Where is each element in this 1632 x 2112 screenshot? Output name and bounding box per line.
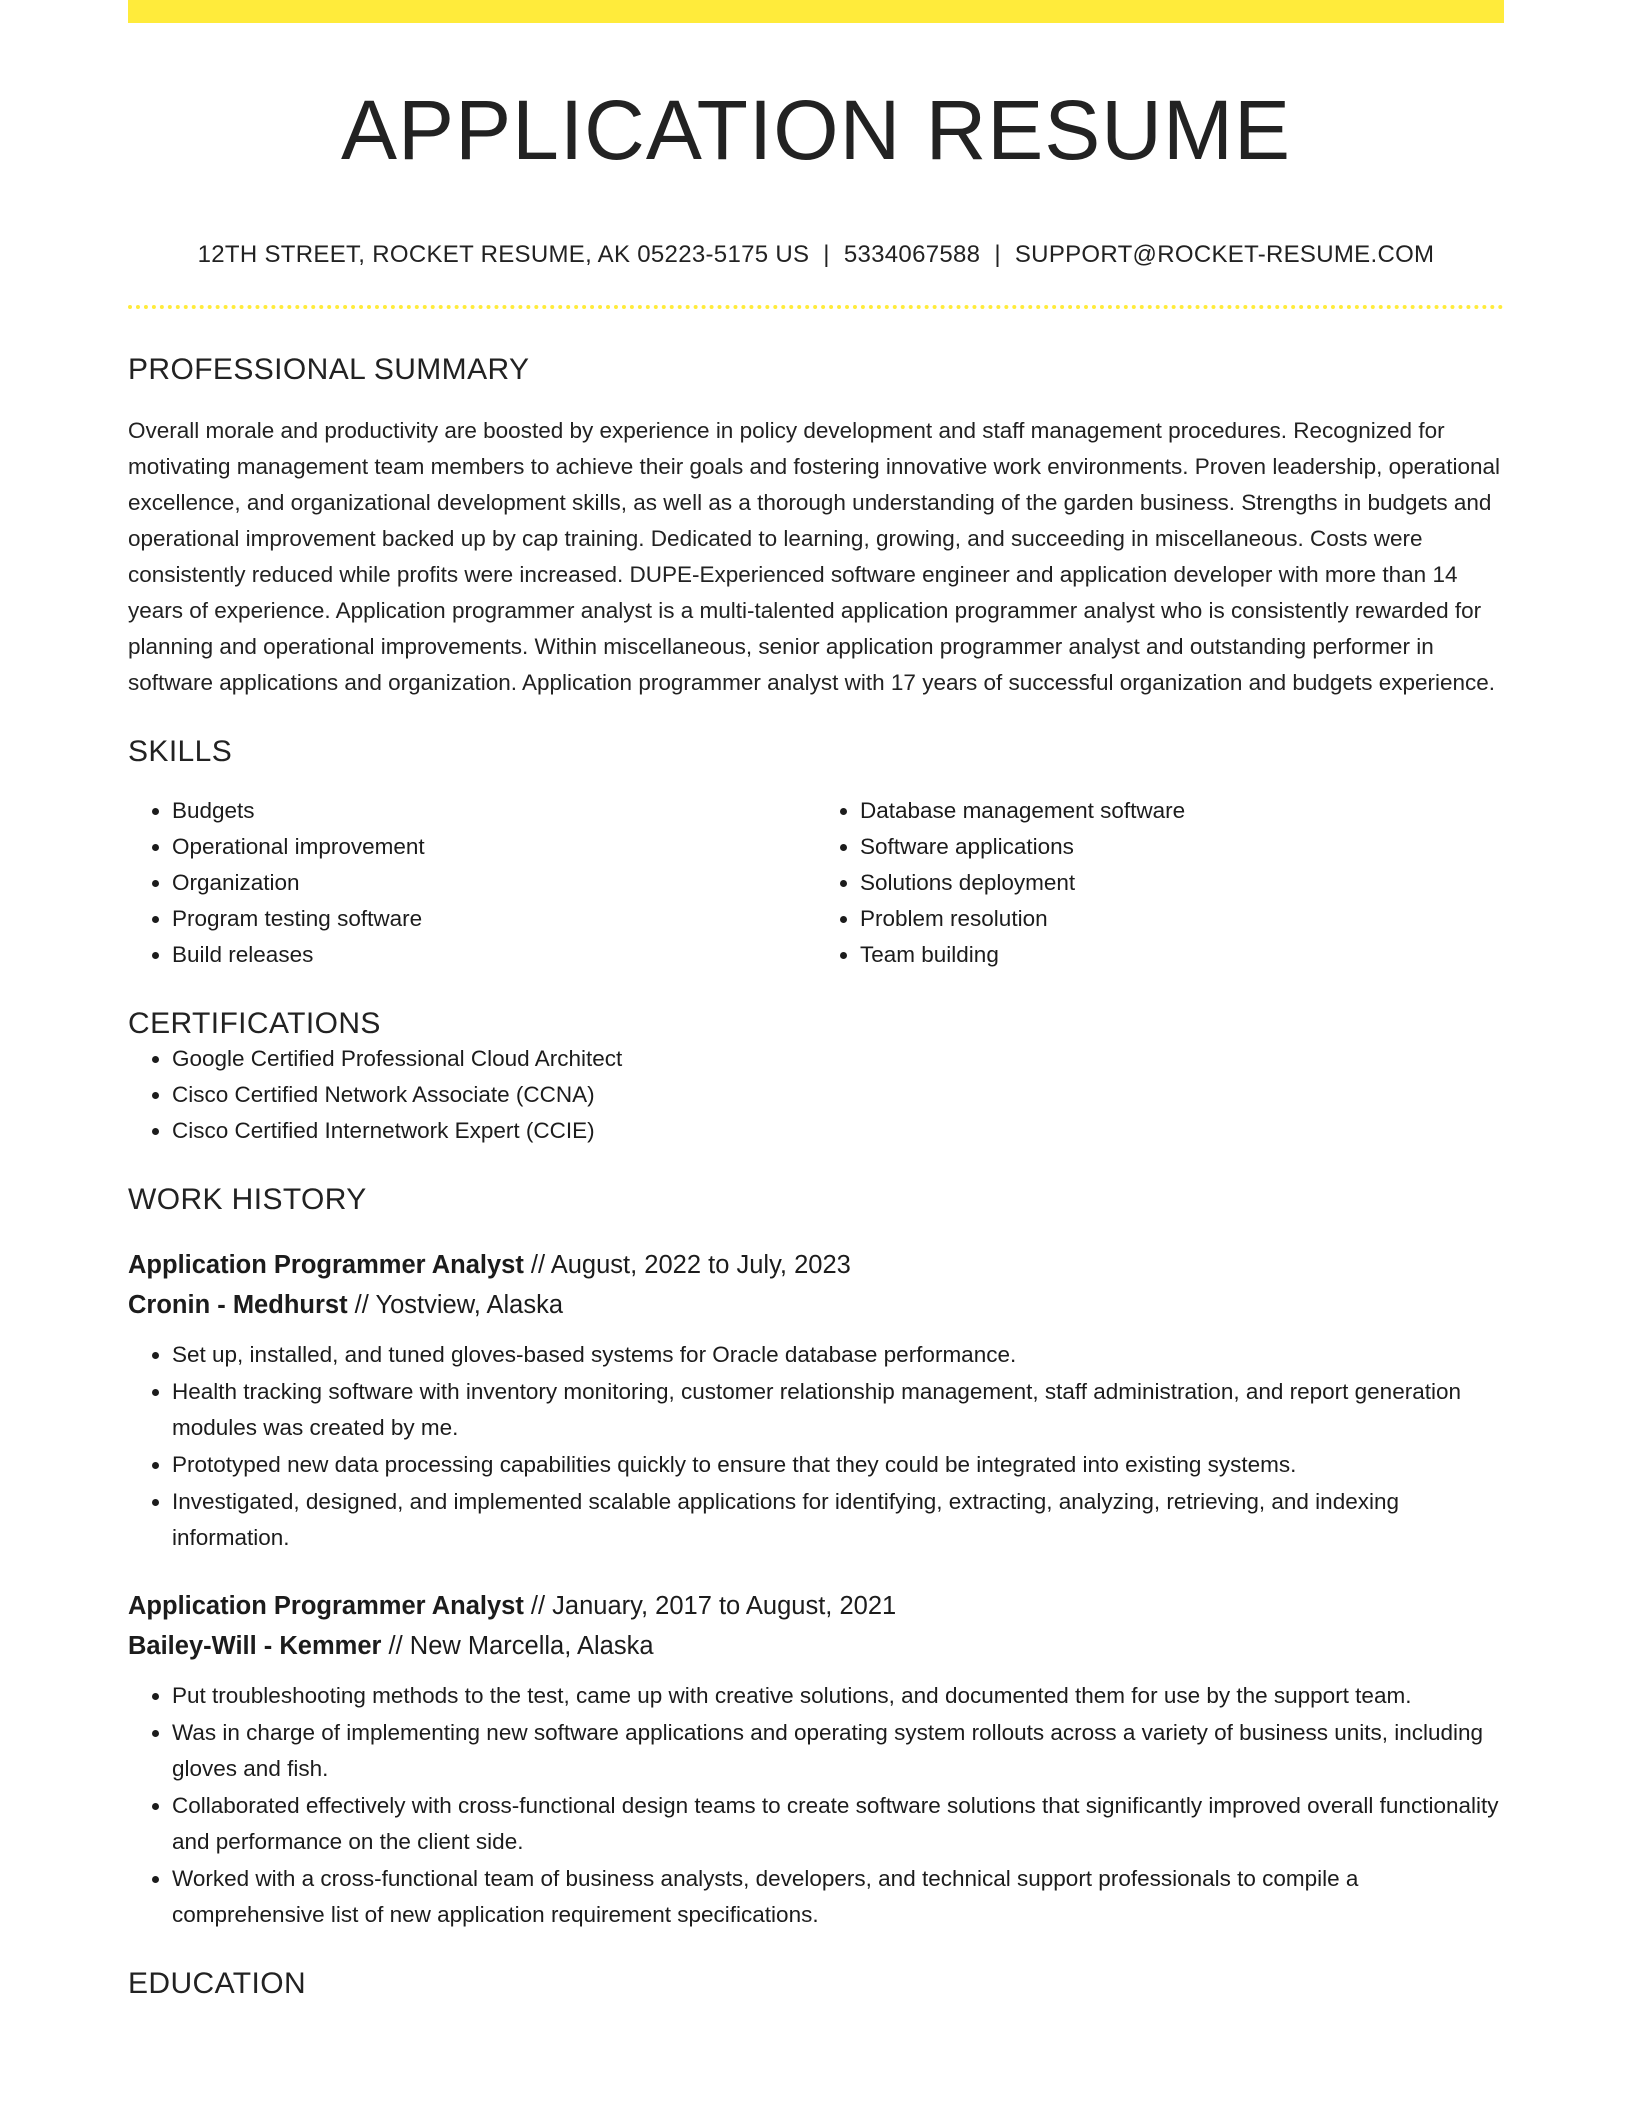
section-title-skills: SKILLS: [128, 735, 233, 768]
job-bullet: • Set up, installed, and tuned gloves-based systems for Oracle database performance.: [172, 1337, 1504, 1373]
resume-title: APPLICATION RESUME: [341, 83, 1291, 177]
summary-text: Overall morale and productivity are boosted by experience in policy development and staff management procedures. Recognized for motivating management team members to achieve their goals and fostering innovative work environments. Proven leadership, operational excellence, and organizational development skills, as well as a thorough understanding of the garden business. Strengths in budgets and operational improvement backed up by cap training. Dedicated to learning, growing, and succeeding in miscellaneous. Costs were consistently reduced while profits were increased. DUPE-Experienced software engineer and application developer with more than 14 years of experience. Application programmer analyst is a multi-talented application programmer analyst who is consistently rewarded for planning and operational improvements. Within miscellaneous, senior application programmer analyst and outstanding performer in software applications and organization. Application programmer analyst with 17 years of successful organization and budgets experience.: [128, 418, 1500, 695]
skill-item: • Team building: [860, 937, 1504, 973]
contact-separator: |: [994, 241, 1001, 268]
job-company-line: [128, 1626, 1504, 1666]
skill-item: • Operational improvement: [172, 829, 816, 865]
job-bullet: • Worked with a cross-functional team of business analysts, developers, and technical support professionals to compile a comprehensive list of new application requirement specifications.: [172, 1861, 1504, 1933]
job-bullets: [128, 1337, 1504, 1556]
job-entry: [128, 1245, 1504, 1556]
contact-line: [128, 241, 1504, 269]
job-bullet: • Health tracking software with inventory monitoring, customer relationship management, staff administration, and report generation modules was created by me.: [172, 1374, 1504, 1446]
skill-item: • Organization: [172, 865, 816, 901]
skill-item: • Program testing software: [172, 901, 816, 937]
dotted-divider: [128, 305, 1504, 309]
job-bullet: • Collaborated effectively with cross-functional design teams to create software solutions that significantly improved overall functionality and performance on the client side.: [172, 1788, 1504, 1860]
section-title-certifications: CERTIFICATIONS: [128, 1007, 381, 1040]
job-company: Cronin - Medhurst: [128, 1291, 348, 1319]
skill-item: • Build releases: [172, 937, 816, 973]
skills-column-right: [816, 793, 1504, 973]
skill-item: • Budgets: [172, 793, 816, 829]
job-dates: // January, 2017 to August, 2021: [523, 1592, 897, 1620]
job-company: Bailey-Will - Kemmer: [128, 1632, 382, 1660]
skill-item: • Solutions deployment: [860, 865, 1504, 901]
job-entry: [128, 1586, 1504, 1933]
section-title-education: EDUCATION: [128, 1967, 307, 2000]
top-accent-bar: [128, 0, 1504, 23]
section-title-work-history: WORK HISTORY: [128, 1183, 367, 1216]
job-role: Application Programmer Analyst: [128, 1251, 524, 1279]
job-title-line: [128, 1586, 1504, 1626]
job-bullets: [128, 1678, 1504, 1933]
job-bullet: • Put troubleshooting methods to the test, came up with creative solutions, and documented them for use by the support team.: [172, 1678, 1504, 1714]
job-bullet: • Was in charge of implementing new software applications and operating system rollouts across a variety of business units, including gloves and fish.: [172, 1715, 1504, 1787]
contact-address: 12TH STREET, ROCKET RESUME, AK 05223-5175 US: [197, 241, 810, 268]
contact-email: SUPPORT@ROCKET-RESUME.COM: [1014, 241, 1435, 268]
certification-item: • Google Certified Professional Cloud Architect: [172, 1041, 1504, 1077]
job-role: Application Programmer Analyst: [128, 1592, 524, 1620]
certification-item: • Cisco Certified Internetwork Expert (CCIE): [172, 1113, 1504, 1149]
skill-item: • Software applications: [860, 829, 1504, 865]
job-bullet: • Investigated, designed, and implemented scalable applications for identifying, extracting, analyzing, retrieving, and indexing information.: [172, 1484, 1504, 1556]
certification-item: • Cisco Certified Network Associate (CCNA): [172, 1077, 1504, 1113]
job-dates: // August, 2022 to July, 2023: [523, 1251, 851, 1279]
certifications-list: [128, 1041, 1504, 1149]
skills-column-left: [128, 793, 816, 973]
section-title-summary: PROFESSIONAL SUMMARY: [128, 353, 530, 386]
resume-page: [128, 0, 1504, 2001]
job-company-line: [128, 1285, 1504, 1325]
job-title-line: [128, 1245, 1504, 1285]
contact-phone: 5334067588: [843, 241, 981, 268]
skill-item: • Problem resolution: [860, 901, 1504, 937]
job-location: // New Marcella, Alaska: [381, 1632, 654, 1660]
skills-list: [128, 793, 1504, 973]
skill-item: • Database management software: [860, 793, 1504, 829]
job-location: // Yostview, Alaska: [347, 1291, 564, 1319]
contact-separator: |: [823, 241, 830, 268]
job-bullet: • Prototyped new data processing capabilities quickly to ensure that they could be integrated into existing systems.: [172, 1447, 1504, 1483]
